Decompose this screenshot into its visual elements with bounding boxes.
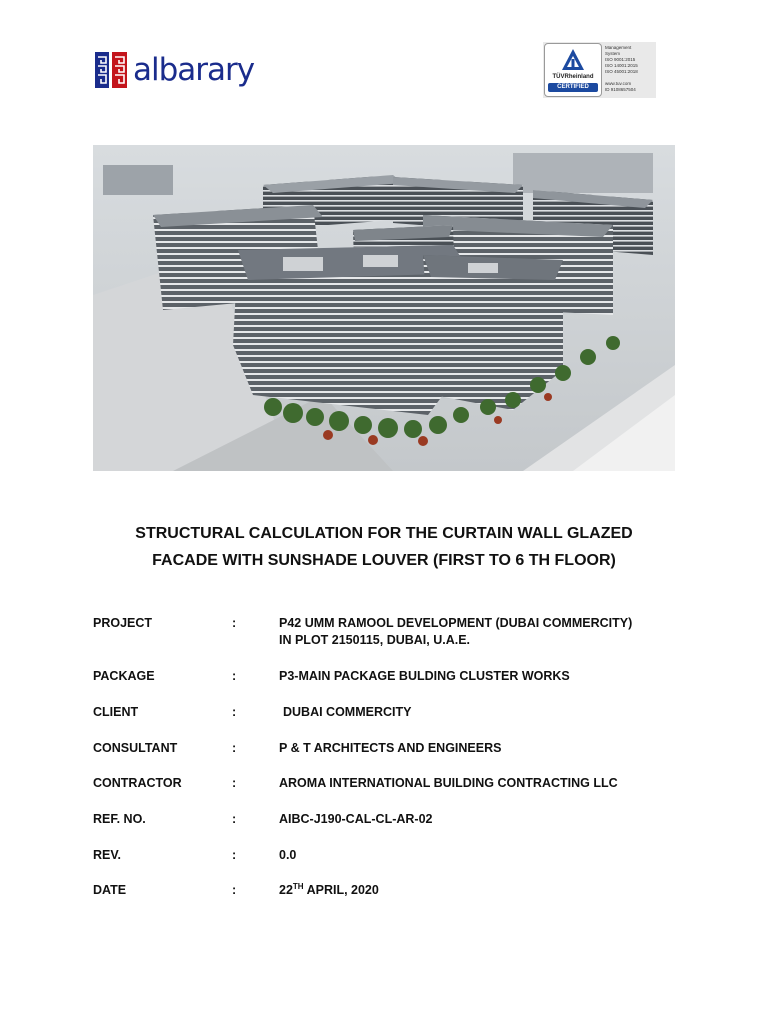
title-line-1: STRUCTURAL CALCULATION FOR THE CURTAIN WALL GLAZED bbox=[135, 525, 633, 542]
logo-text: albarary bbox=[133, 51, 255, 88]
field-colon: : bbox=[232, 705, 237, 719]
tuv-triangle-icon bbox=[561, 48, 585, 72]
field-value: AIBC-J190-CAL-CL-AR-02 bbox=[279, 812, 433, 826]
field-value: AROMA INTERNATIONAL BUILDING CONTRACTING LLC bbox=[279, 776, 618, 790]
field-colon: : bbox=[232, 741, 237, 755]
certified-band: CERTIFIED bbox=[548, 83, 598, 92]
logo-mark-icon bbox=[95, 52, 127, 88]
field-label: PROJECT bbox=[93, 616, 153, 630]
title-line-2: FACADE WITH SUNSHADE LOUVER (FIRST TO 6 TH FLOOR) bbox=[152, 552, 616, 569]
project-aerial-rendering bbox=[93, 145, 675, 471]
field-colon: : bbox=[232, 848, 237, 862]
field-value: P & T ARCHITECTS AND ENGINEERS bbox=[279, 741, 502, 755]
field-colon: : bbox=[232, 883, 237, 897]
field-label: REF. NO. bbox=[93, 812, 146, 826]
field-value: P3-MAIN PACKAGE BULDING CLUSTER WORKS bbox=[279, 669, 570, 683]
tuv-logo bbox=[544, 43, 602, 97]
tuv-certification-badge bbox=[543, 42, 656, 98]
field-label: PACKAGE bbox=[93, 669, 155, 683]
field-value: 22TH APRIL, 2020 bbox=[279, 882, 379, 897]
document-title bbox=[93, 520, 675, 574]
field-value: P42 UMM RAMOOL DEVELOPMENT (DUBAI COMMERCITY) IN PLOT 2150115, DUBAI, U.A.E. bbox=[279, 616, 633, 647]
field-label: REV. bbox=[93, 848, 122, 862]
field-value: 0.0 bbox=[279, 848, 297, 862]
field-colon: : bbox=[232, 812, 237, 826]
company-logo bbox=[95, 51, 270, 89]
field-colon: : bbox=[232, 776, 237, 790]
field-label: CLIENT bbox=[93, 705, 139, 719]
field-colon: : bbox=[232, 616, 237, 630]
field-label: DATE bbox=[93, 883, 127, 897]
field-label: CONSULTANT bbox=[93, 741, 178, 755]
field-value: DUBAI COMMERCITY bbox=[283, 705, 412, 719]
field-colon: : bbox=[232, 669, 237, 683]
tuv-name: TÜVRheinland bbox=[552, 74, 594, 80]
certification-info: Management System ISO 9001:2015 ISO 14001:2015 ISO 45001:2018 www.tuv.com ID 9108657504 bbox=[605, 45, 638, 92]
field-label: CONTRACTOR bbox=[93, 776, 182, 790]
